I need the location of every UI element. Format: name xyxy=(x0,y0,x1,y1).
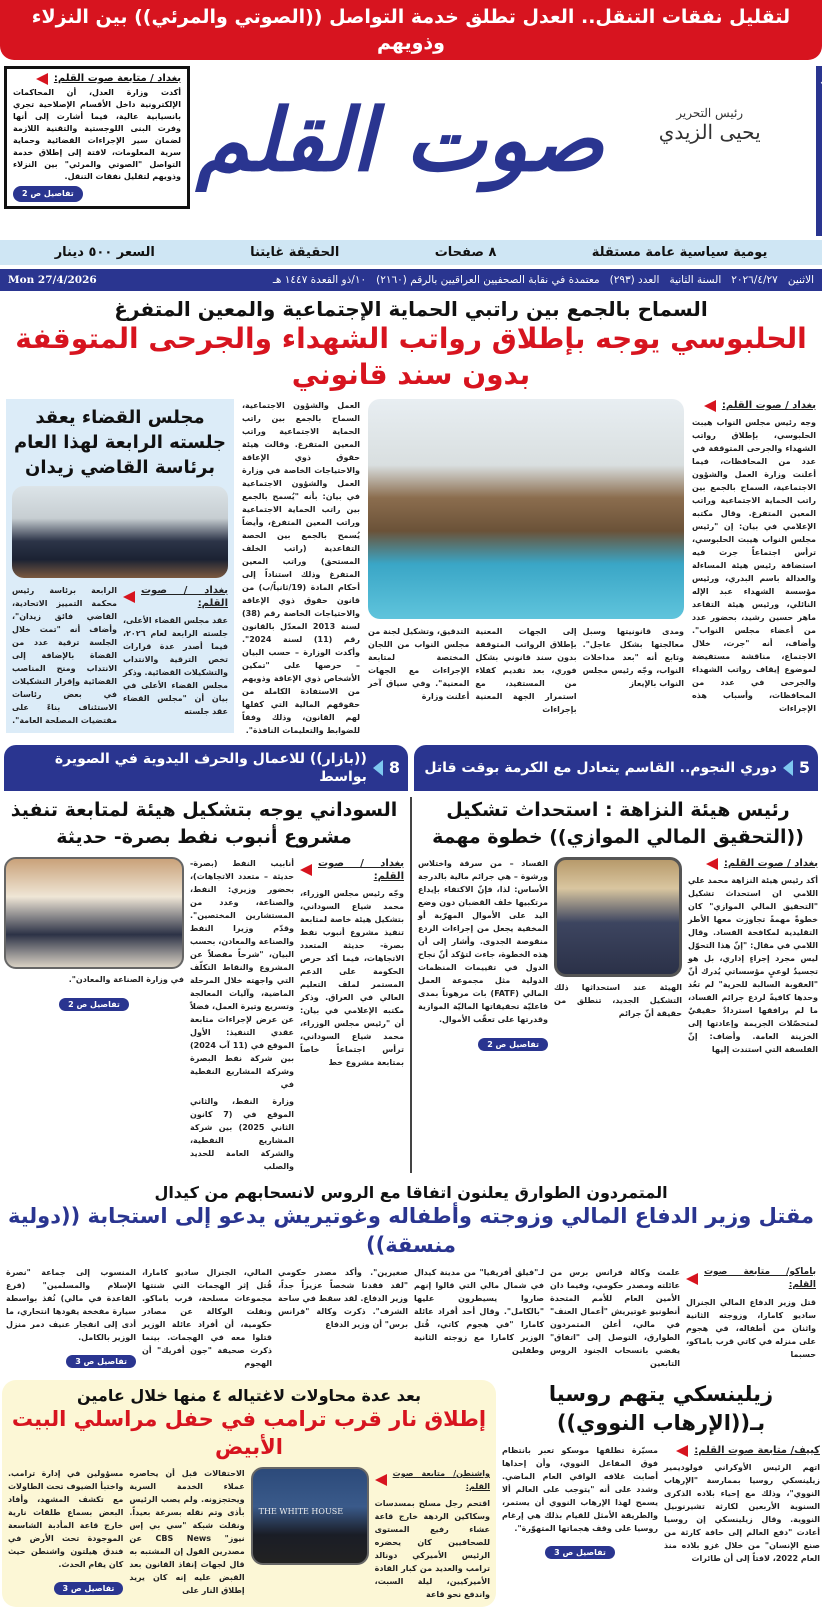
lead-headline[interactable]: الحلبوسي يوجه بإطلاق رواتب الشهداء والجرحى المتوقفة بدون سند قانوني xyxy=(15,322,807,391)
top-story-box xyxy=(4,66,190,209)
sudani-byline xyxy=(300,857,404,883)
trump-col-3-wrap xyxy=(8,1467,123,1601)
mali-byline-text: باماكو/ متابعة صوت القلم: xyxy=(704,1267,816,1290)
details-link[interactable]: تفاصيل ص 2 xyxy=(13,186,83,202)
sudani-middle-column xyxy=(190,857,294,1173)
top-box-byline xyxy=(13,73,181,85)
judiciary-byline xyxy=(123,584,228,610)
column-divider xyxy=(410,797,412,1173)
motto: الحقيقة غايتنا xyxy=(250,245,340,260)
trump-headline[interactable]: إطلاق نار قرب ترامب في حفل مراسلي البيت الأبيض xyxy=(11,1407,487,1459)
chevron-icon xyxy=(783,760,793,776)
sudani-photo-column xyxy=(4,857,184,1173)
integrity-headline[interactable]: رئيس هيئة النزاهة : استحداث تشكيل ((التحقيق المالي الموازي)) خطوة مهمة xyxy=(432,799,804,848)
paper-type: يومية سياسية عامة مستقلة xyxy=(591,245,768,260)
date-bar xyxy=(0,269,822,291)
lead-col-5: العمل والشؤون الاجتماعية، السماح بالجمع بين راتب الحماية الاجتماعية وراتب المعين المتفرغ. وقالت هيئة حقوق ذوي الإعاقة والاحتياجات الخاصة في وزارة العمل والشؤون الاجتماعية في بيان: بأنه "يُسمح بالجمع بين راتب الحماية الاجتماعية وراتب المعين المتفرغ، وأيضاً يُسمح بالجمع بين الحصة التقاعدية (راتب الخلف المستحق) وراتب المعين المتفرغ وذلك استناداً إلى أحكام المادة (19/ثانياً/ب) من قانون حقوق ذوي الإعاقة والاحتياجات الخاصة رقم (38) لسنة 2013 المعدّل بالقانون رقم (11) لسنة 2024". وأكدت الوزارة – حسب البيان – حرصها على "تمكين الأشخاص ذوي الإعاقة وذويهم من الاستفادة الكاملة من حقوقهم المالية التي كفلها لهم القانون، وذلك وفقاً للضوابط والتعليمات النافذة". xyxy=(242,401,360,735)
lead-byline xyxy=(692,399,816,412)
byline-arrow-icon xyxy=(676,1445,688,1457)
masthead-logo: صوت القلم xyxy=(196,90,604,191)
byline-arrow-icon xyxy=(375,1474,387,1486)
mali-col-6-wrap xyxy=(6,1266,136,1370)
mali-col-4: صغيرين". وأكد مصدر حكومي "لقد فقدنا شخصاً عزيزاً جداً، وزير الدفاع. لقد سقط في ساحة الشرف". ذكرت وكالة "فرانس برس" أن وزير الدفاع xyxy=(278,1268,408,1329)
sudani-col-4: في وزارة الصناعة والمعادن". xyxy=(68,975,184,984)
mali-kicker: المتمردون الطوارق يعلنون اتفاقا مع الروس لانسحابهم من كيدال xyxy=(154,1183,668,1202)
chevron-icon xyxy=(373,760,383,776)
integrity-photo-column xyxy=(554,857,682,1056)
zelensky-byline xyxy=(664,1444,820,1457)
top-box-byline-text: بغداد / متابعة صوت القلم: xyxy=(53,73,181,84)
details-link[interactable]: تفاصيل ص 2 xyxy=(59,998,129,1011)
issue-number: العدد (٢٩٣) xyxy=(609,274,660,286)
judiciary-box xyxy=(6,399,234,733)
sudani-story xyxy=(4,797,404,1173)
mali-columns xyxy=(0,1260,822,1376)
judiciary-col-1 xyxy=(123,584,228,727)
section-bar-sports[interactable] xyxy=(414,745,818,791)
page-number: 5 xyxy=(798,758,810,777)
judiciary-col-1-text: عقد مجلس القضاء الأعلى، جلسته الرابعة لعام ٢٠٢٦، فيما أصدر عدة قرارات تخص الترقية والانتداب والتشكيلات القضائية. وذكر مجلس القضاء الأعلى في بيان أن "مجلس القضاء عقد جلسته xyxy=(123,616,228,716)
byline-arrow-icon xyxy=(300,864,312,876)
mali-col-1-text: قتل وزير الدفاع المالي الجنرال ساديو كامارا، وزوجته الثانية واثنان من أطفاله، في هجوم على منزله في كاتي قرب باماكو، حسبما xyxy=(686,1298,816,1359)
integrity-story xyxy=(418,797,818,1173)
integrity-left-column xyxy=(418,857,548,1056)
page-number: 8 xyxy=(388,758,400,777)
zelensky-col-2-wrap xyxy=(502,1444,658,1565)
header xyxy=(0,60,822,240)
zelensky-story xyxy=(502,1380,820,1607)
mali-col-3: لـ"فيلق أفريقيا" من مدينة كيدال في شمال مالي التي قالوا إنهم صاروا يسيطرون عليها "بالكامل". وقال أحد أفراد عائلة كامارا "في هجوم كاتي، قُتل الوزير كامارا مع زوجته الثانية وطفلين xyxy=(414,1268,544,1355)
slogan-strip xyxy=(0,240,822,265)
bottom-section xyxy=(0,1376,822,1613)
mali-col-6: المنسوب إلى جماعة "نصرة الإسلام والمسلمين" (فرع القاعدة في مالي) نُفذ بواسطة سيارة مفخخة يقودها انتحاري، ما أدى إلى انفجار عنيف دمر منزل الوزير بالكامل. xyxy=(6,1268,136,1342)
trump-col-2: الاحتفالات قبل أن يحاصره عملاء الخدمة السرية ويحتجزونه. ولم يصب الرئيس بأذى وتم نقله بسرعة بعيداً. ونقلت شبكة "سي بي إس نيوز" CBS News عن مصدرين القول إن المشتبه به قال لجهات إنفاذ القانون بعد القبض عليه إنه كان يريد إطلاق النار على xyxy=(129,1469,245,1595)
section-bar-text: ((بازار)) للاعمال والحرف اليدوية في الصويرة بواسط xyxy=(54,751,367,785)
pen-nib-logo-icon xyxy=(816,66,822,236)
details-link[interactable]: تفاصيل ص 2 xyxy=(478,1038,548,1051)
lead-byline-text: بغداد / صوت القلم: xyxy=(721,400,816,411)
byline-arrow-icon xyxy=(686,1273,698,1285)
judiciary-byline-text: بغداد / صوت القلم: xyxy=(141,585,228,609)
byline-arrow-icon xyxy=(36,73,48,85)
section-bar-bazaar[interactable] xyxy=(4,745,408,791)
section-bars xyxy=(0,745,822,791)
byline-arrow-icon xyxy=(706,858,718,870)
judiciary-col-2: الرابعة برئاسة رئيس محكمة التمييز الاتحادية، القاضي فائق زيدان"، وأضاف أنه "تمت خلال الجلسة ترقية عدد من القضاة بالإضافة إلى الانتداب ومنح المناصب القضائية وإقرار التشكيلات في بعض رئاسات الاستئناف بناءً على مقتضيات المصلحة العامة". xyxy=(12,586,117,725)
editor-in-chief xyxy=(610,66,810,144)
integrity-col-1-text: أكد رئيس هيئة النزاهة محمد علي اللامي ان استحداث تشكيل "التحقيق المالي الموازي" كان خطوةً مهمةً تجاوزت معها الأطر التقليدية لمكافحة الفساد. وقال اللامي في مقال: "إنّ هذا التحوّل ليس مجرد إجراءٍ إداري، بل هو تجسيدٌ لوعيٍ مؤسساتي يُدرك أنّ "العقوبة السالبة للحرية" لم تعُد وحدها كافيةً لردع جرائم الفساد، ما لم يرافقها استردادٌ حقيقيٌ لمتحصّلات الجريمة وإعادتها إلى الخزينة العامة. وأضاف: إنّ الفلسفة التي استندت إليها xyxy=(688,876,818,1054)
lead-col-4: التدقيق، وتشكيل لجنة من مجلس النواب من اللجان المختصة لمتابعة الإجراءات مع الجهات المعنية". وفي سياق آخر أعلنت وزارة xyxy=(368,627,470,701)
trump-box xyxy=(2,1380,496,1607)
lead-col-1 xyxy=(692,399,816,715)
sudani-col-1-text: وجّه رئيس مجلس الوزراء، محمد شياع السوداني، بتشكيل هيئة خاصة لمتابعة تنفيذ مشروع أنبوب نفط بصرة- حديثة المتعدد الاتجاهات، فيما أكد حرص الحكومة على الدعم المستمر لملف التعليم العالي في العراق. وذكر مكتبه الإعلامي في بيان: أن "رئيس مجلس الوزراء، محمد شياع السوداني، ترأس اجتماعاً خاصاً بمتابعة مشروع خط xyxy=(300,889,404,1067)
integrity-col-2: الهيئة عند استحداثها ذلك التشكيل الجديد، تنطلق من حقيقة أنّ جرائم xyxy=(554,983,682,1018)
judiciary-headline[interactable]: مجلس القضاء يعقد جلسته الرابعة لهذا العام برئاسة القاضي زيدان xyxy=(13,407,227,478)
sudani-headline[interactable]: السوداني يوجه بتشكيل هيئة لمتابعة تنفيذ مشروع أنبوب نفط بصرة- حديثة xyxy=(10,799,398,848)
lead-col-1-text: وجه رئيس مجلس النواب هيبت الحلبوسي، بإطلاق رواتب الشهداء والجرحى المتوقفة في عدد من المحافظات، فيما أعلنت وزارة العمل والشؤون الاجتماعية، السماح بالجمع بين راتب الحماية الاجتماعية وراتب المعين المتفرغ. وقال مكتبه الإعلامي في بيان: إن "رئيس مجلس النواب هيبت الحلبوسي، ترأس اجتماعاً جرت فيه استضافة رئيس هيئة المساءلة والعدالة باسم البدري، ورئيس مؤسسة الشهداء عبد الإله النائلي، ورئيس هيئة التقاعد ماهر حسين رشيد، بحضور عدد من أعضاء مجلس النواب". وأضاف، أنه "جرت، خلال الاجتماع، مناقشة مستفيضة لموضوع إيقاف رواتب الشهداء والجرحى في عدد من المحافظات، وأسباب هذه الإجراءات xyxy=(692,418,816,713)
byline-arrow-icon xyxy=(704,400,716,412)
page-count: ٨ صفحات xyxy=(434,245,497,260)
weekday: الاثنين xyxy=(787,274,814,286)
trump-col-1-text: اقتحم رجل مسلح بمسدسات وسكاكين الردهة خارج قاعة عشاء رفيع المستوى للصحافيين كان يحضره الرئيس الأميركي دونالد ترامب والعديد من كبار القادة الأميركيين، ليلة السبت، واندفع نحو قاعة xyxy=(374,1499,490,1599)
trump-byline-text: واشنطن/ متابعة صوت القلم: xyxy=(392,1469,490,1491)
zelensky-col-1-text: اتهم الرئيس الأوكراني فولوديمير زيلينسكي روسيا بممارسة "الإرهاب النووي"، وذلك مع إحياء بلاده الذكرى السنوية الأربعين لكارثة تشيرنوبيل النووية. وقال زيلينسكي إن روسيا أعادت "دفع العالم إلى حافة كارثة من صنع الإنسان" من خلال غزو بلاده منذ العام 2022، لافتاً إلى أن طائرات xyxy=(664,1463,820,1563)
zelensky-byline-text: كييف/ متابعة صوت القلم: xyxy=(694,1445,820,1456)
lead-kicker: السماح بالجمع بين راتبي الحماية الإجتماعية والمعين المتفرغ xyxy=(114,297,708,321)
lead-photo xyxy=(368,399,684,619)
sudani-col-3: وزارة النفط، والثاني الموقع في (7 كانون الثاني 2025) بين شركة المشاريع النفطية، والشركة العامة للحديد والصلب xyxy=(190,1097,294,1171)
masthead-area xyxy=(196,66,604,216)
lead-col-2: ومدى قانونيتها وسبل معالجتها بشكل عاجل". وتابع أنه "بعد مداخلات النواب، وجّه رئيس مجلس النواب بالإيعاز xyxy=(582,627,684,688)
mali-col-1 xyxy=(686,1266,816,1370)
sudani-col-1 xyxy=(300,857,404,1173)
trump-photo xyxy=(251,1467,369,1565)
top-banner-headline[interactable]: لتقليل نفقات التنقل.. العدل تطلق خدمة التواصل ((الصوتي والمرئي)) بين النزلاء وذويهم xyxy=(0,0,822,60)
mali-byline xyxy=(686,1266,816,1292)
lead-middle xyxy=(368,399,684,716)
hijri-date: ١٠/ذو القعدة ١٤٤٧ هـ xyxy=(272,274,367,286)
details-link[interactable]: تفاصيل ص 3 xyxy=(545,1546,615,1559)
editor-name: يحيى الزيدي xyxy=(658,120,761,144)
editor-label: رئيس التحرير xyxy=(676,106,744,120)
integrity-byline xyxy=(688,857,818,870)
year-label: السنة الثانية xyxy=(669,274,722,286)
accreditation: معتمدة في نقابة الصحفيين العراقيين بالرقم (٢١٦٠) xyxy=(376,274,600,286)
mali-col-2: علمت وكالة فرانس برس من عائلته ومصدر حكومي، وفيما دان الأمين العام للأمم المتحدة أنطونيو غوتيريش "أعمال العنف" في مالي، أعلن المتمردون الطوارق، التوصل إلى "اتفاق" يقضي بانسحاب الجنود الروس التابعين xyxy=(550,1268,680,1368)
sudani-photo xyxy=(4,857,184,969)
lead-section xyxy=(0,393,822,745)
date-arabic: ٢٠٢٦/٤/٢٧ xyxy=(731,274,778,286)
mali-headline[interactable]: مقتل وزير الدفاع المالي وزوجته وأطفاله وغوتيريش يدعو إلى استجابة ((دولية منسقة)) xyxy=(7,1204,815,1257)
trump-byline xyxy=(375,1467,490,1493)
section-bar-text: دوري النجوم.. القاسم يتعادل مع الكرمة بوقت قاتل xyxy=(424,760,777,776)
byline-arrow-icon xyxy=(123,591,135,603)
sudani-byline-text: بغداد / صوت القلم: xyxy=(318,858,404,882)
mid-stories xyxy=(0,791,822,1179)
trump-col-3: مسؤولين في إدارة ترامب. واختبأ الضيوف تحت الطاولات مع تكشف المشهد، وأفاد البعض بسماع طلقات نارية خارج قاعة المأدبة الشاسعة الموجودة تحت الأرض في فندق هيلتون واشنطن حيث كان يقام الحدث. xyxy=(8,1469,124,1569)
integrity-byline-text: بغداد / صوت القلم: xyxy=(723,858,818,869)
integrity-col-3: الفساد – من سرقة واختلاس ورشوة – هي جرائم مالية بالدرجة الأساس: لذا، فإنّ الاكتفاء بإيداع مرتكبيها خلف القضبان دون وضع اليد على الأموال المهرّبة أو المخفية يجعل من إجراءات الردع منقوصة الجدوى. وأشار إلى أن هذه الخطوة، جاءت لتؤكد أنّ نجاح الدول في تقييمات المنظمات الدولية مثل مجموعة العمل المالي (FATF) بات مرهوناً بمدى فاعليّة تحقيقاتها الماليّة الموازية وقدرتها على تعقّب الأموال. xyxy=(418,859,548,1024)
lead-col-3: إلى الجهات المعنية بإطلاق الرواتب المتوقفة بدون سند قانوني بشكل فوري، بعد تقديم كفلاء من المستفيد، مع استمرار الجهة المعنية بإجراءات xyxy=(475,627,577,714)
integrity-col-1 xyxy=(688,857,818,1056)
photo-caption: THE WHITE HOUSE xyxy=(258,1507,344,1516)
zelensky-headline[interactable]: زيلينسكي يتهم روسيا بـ((الإرهاب النووي)) xyxy=(548,1382,774,1435)
sudani-col-2: أنابيب النفط (بصرة- حديثة – متعدد الاتجاهات)، بحضور وزيري: النفط، والصناعة، وعدد من المستشارين المختصين". وقدّم وزيرا النفط والصناعة والمعادن، بحسب البيان، "شرحاً مفصلاً عن المشروع والنقاط التكلّف التي واجهته خلال المرحلة الماضية، وآليات المعالجة وتسريع وتيرة العمل، فضلاً عن عرض لإجراءات متابعة عقدي التنفيذ: الأول الموقع في (11 آب 2024) بين شركة نفط البصرة وشركة المشاريع النفطية في xyxy=(190,859,294,1089)
details-link[interactable]: تفاصيل ص 3 xyxy=(66,1355,136,1368)
price: السعر ٥٠٠ دينار xyxy=(54,245,155,260)
top-box-body: أكدت وزارة العدل، أن المحاكمات الإلكترونية داخل الأقسام الإصلاحية تجري بانسيابية عالية، فيما أشارت إلى أنها وفرت البنى اللوجستية والتقنية اللازمة لضمان سير الإجراءات القضائية وحماية سرية المعلومات، لافتة إلى إطلاق خدمة التواصل "الصوتي والمرئي" بين النزلاء وذويهم لتقليل نفقات التنقل. xyxy=(13,88,181,181)
zelensky-col-1 xyxy=(664,1444,820,1565)
trump-col-1 xyxy=(375,1467,490,1601)
trump-kicker: بعد عدة محاولات لاغتياله ٤ منها خلال عامين xyxy=(76,1386,421,1405)
judiciary-photo xyxy=(12,486,228,578)
integrity-photo xyxy=(554,857,682,977)
date-english: Mon 27/4/2026 xyxy=(8,274,97,286)
details-link[interactable]: تفاصيل ص 3 xyxy=(54,1582,124,1595)
mali-col-5: المالي، الجنرال ساديو كامارا، قُتل إثر الهجمات التي شنتها مجموعات مسلحة، قرب باماكو. ونقلت الوكالة عن مصادر حكومية، أن أفراد عائلة الوزير قتلوا معه في الهجمات. بينما ذكرت صحيفة "جون أفريك" أن الهجوم xyxy=(142,1268,272,1368)
zelensky-col-2: مسيّرة تطلقها موسكو تعبر بانتظام فوق المفاعل النووي، وأن إحداها أصابت غلافه الواقي العام الماضي. وشدد على أنه "يتوجب على العالم ألا يسمح لهذا الإرهاب النووي أن يستمر، والطريقة الأمثل للقيام بذلك هي إرغام روسيا على وقف هجماتها المتهوّرة". xyxy=(502,1446,658,1533)
